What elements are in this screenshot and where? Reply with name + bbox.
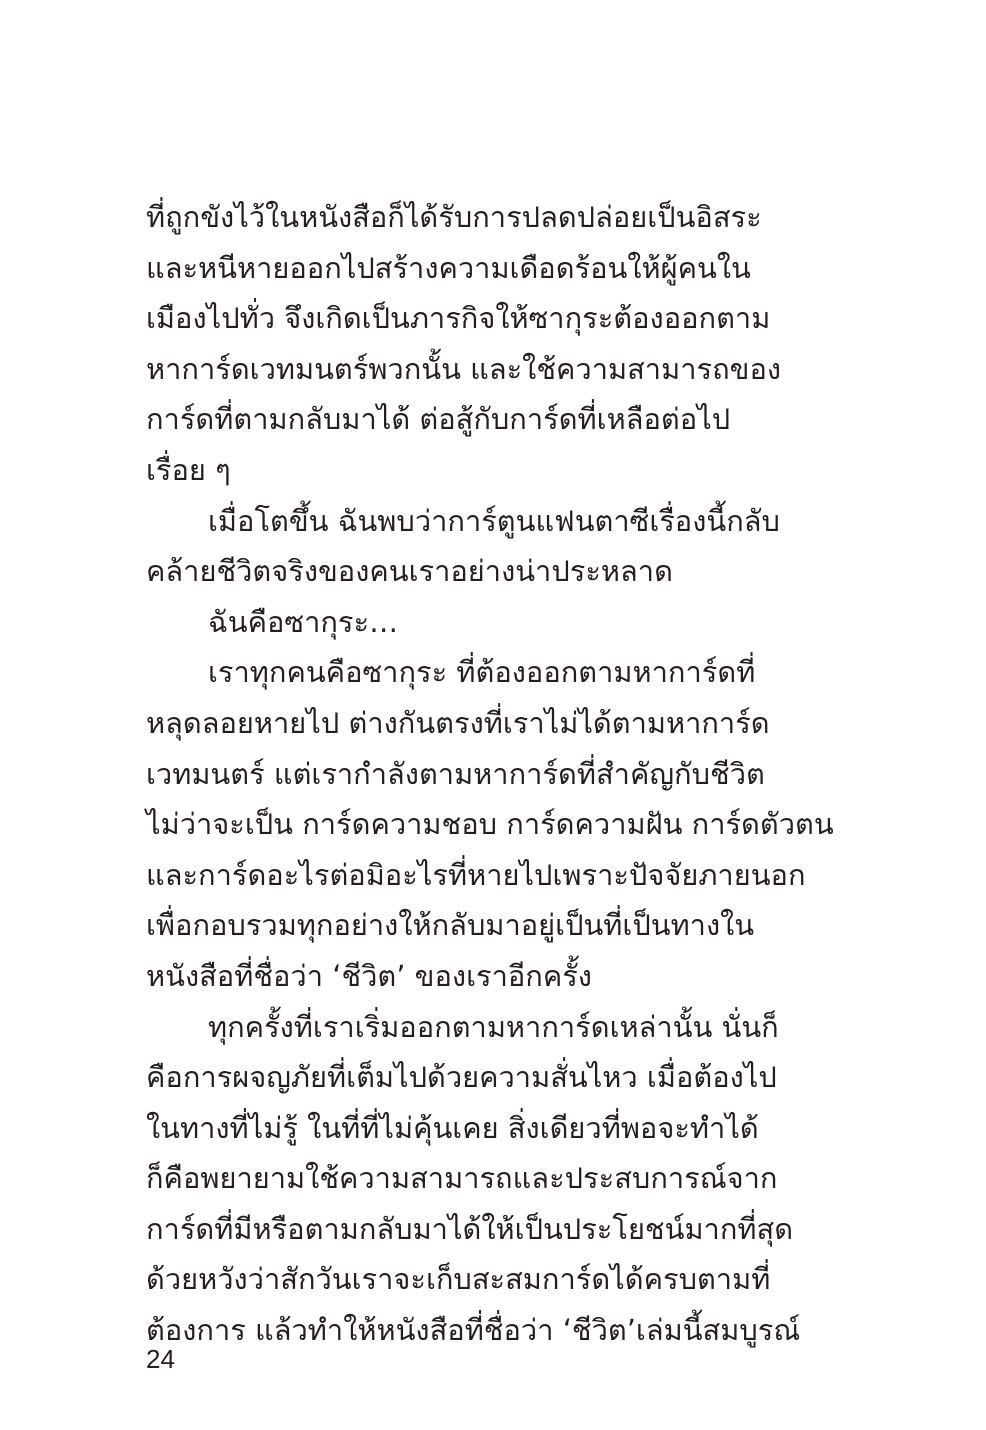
text-line: หลุดลอยหายไป ต่างกันตรงที่เราไม่ได้ตามหาการ์ด [146,705,770,740]
text-line: เวทมนตร์ แต่เรากำลังตามหาการ์ดที่สำคัญกับชีวิต [146,756,765,791]
text-line: ไม่ว่าจะเป็น การ์ดความชอบ การ์ดความฝัน การ์ดตัวตน [146,807,834,842]
text-line: ที่ถูกขังไว้ในหนังสือก็ได้รับการปลดปล่อยเป็นอิสระ [146,200,762,234]
text-line-indented: เราทุกคนคือซากุระ ที่ต้องออกตามหาการ์ดที่ [208,655,756,690]
text-line-indented: เมื่อโตขึ้น ฉันพบว่าการ์ตูนแฟนตาซีเรื่องนี้กลับ [208,503,780,538]
text-line: ต้องการ แล้วทำให้หนังสือที่ชื่อว่า ‘ชีวิต’เล่มนี้สมบูรณ์ [146,1313,801,1348]
text-line: ก็คือพยายามใช้ความสามารถและประสบการณ์จาก [146,1161,778,1196]
text-line: หนังสือที่ชื่อว่า ‘ชีวิต’ ของเราอีกครั้ง [146,958,592,993]
body-text [146,192,834,1356]
text-line: ในทางที่ไม่รู้ ในที่ที่ไม่คุ้นเคย สิ่งเดียวที่พอจะทำได้ [146,1110,759,1145]
text-line: เรื่อย ๆ [146,452,231,487]
text-line: เมืองไปทั่ว จึงเกิดเป็นภารกิจให้ซากุระต้องออกตาม [146,301,771,336]
text-line: หาการ์ดเวทมนตร์พวกนั้น และใช้ความสามารถของ [146,351,782,386]
text-line-indented: ทุกครั้งที่เราเริ่มออกตามหาการ์ดเหล่านั้น นั่นก็ [208,1009,779,1044]
text-line: เพื่อกอบรวมทุกอย่างให้กลับมาอยู่เป็นที่เป็นทางใน [146,908,755,943]
text-line: ด้วยหวังว่าสักวันเราจะเก็บสะสมการ์ดได้ครบตามที่ [146,1262,771,1297]
text-line: และหนีหายออกไปสร้างความเดือดร้อนให้ผู้คนใน [146,250,751,285]
text-line-indented: ฉันคือซากุระ… [208,604,399,639]
text-line: และการ์ดอะไรต่อมิอะไรที่หายไปเพราะปัจจัยภายนอก [146,857,806,892]
text-line: การ์ดที่ตามกลับมาได้ ต่อสู้กับการ์ดที่เหลือต่อไป [146,402,731,437]
text-line: การ์ดที่มีหรือตามกลับมาได้ให้เป็นประโยชน์มากที่สุด [146,1211,794,1246]
text-line: คือการผจญภัยที่เต็มไปด้วยความสั่นไหว เมื่อต้องไป [146,1060,777,1095]
page-number: 24 [146,1344,175,1374]
text-line: คล้ายชีวิตจริงของคนเราอย่างน่าประหลาด [146,554,673,589]
